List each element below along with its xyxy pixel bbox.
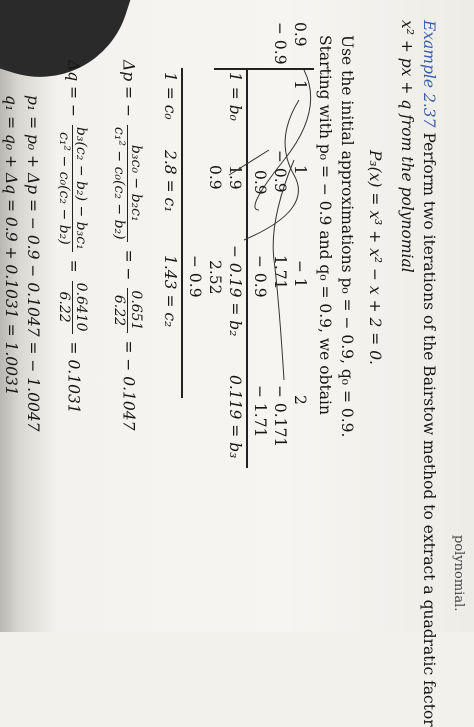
coef-minus-1: − 1 xyxy=(291,260,309,288)
scribble-line-2 xyxy=(244,100,299,240)
delta-p-fraction-2 xyxy=(111,288,144,332)
scribble-line-4 xyxy=(229,150,269,175)
delta-q-den: c₁² − c₀(c₂ − b₂) xyxy=(56,131,72,245)
row2-mid: 1.71 xyxy=(271,255,289,290)
delta-p-fraction xyxy=(111,125,144,242)
delta-q-line xyxy=(56,60,89,414)
delta-p-num: b₃c₀ − b₂c₁ xyxy=(127,125,144,242)
example-intro-2: x² + px + q from the polynomial xyxy=(398,20,416,273)
row4-a: 0.9 xyxy=(206,165,224,190)
p1-line: p₁ = p₀ + Δp = − 0.9 − 0.1047 = − 1.0047 xyxy=(24,95,42,432)
delta-q-mid: = xyxy=(64,259,83,273)
starting-text: Starting with p₀ = − 0.9 and q₀ = 0.9, we obtain xyxy=(316,35,334,415)
header-fragment: polynomial. xyxy=(451,535,466,612)
delta-q-lhs: Δq = − xyxy=(64,60,83,117)
delta-q-den2: 6.22 xyxy=(56,291,72,323)
row2-c: − 0.171 xyxy=(271,385,289,448)
coef-1a: 1 xyxy=(291,80,309,90)
row2b-a: 0.9 xyxy=(251,170,269,195)
row2b-mid: − 0.9 xyxy=(251,255,269,298)
q1-line: q₁ = q₀ + Δq = 0.9 + 0.1031 = 1.0031 xyxy=(2,95,20,396)
delta-q-fraction-2 xyxy=(56,281,89,334)
scribble-line-3 xyxy=(273,160,294,380)
row4b-b: − 0.9 xyxy=(186,255,204,298)
delta-p-mid: = − xyxy=(119,249,138,281)
delta-p-line xyxy=(111,60,144,431)
left-col-q: 0.9 xyxy=(291,22,309,47)
b0: 1 = b₀ xyxy=(226,72,244,121)
delta-p-den: c₁² − c₀(c₂ − b₂) xyxy=(111,126,127,240)
delta-q-fraction xyxy=(56,125,89,252)
delta-q-num: b₃(c₂ − b₂) − b₃c₁ xyxy=(73,126,89,250)
delta-q-result: = 0.1031 xyxy=(64,341,83,414)
example-intro-1: Perform two iterations of the Bairstow method to extract a quadratic factor xyxy=(420,132,438,727)
c0: 1 = c₀ xyxy=(161,72,179,120)
polynomial-equation: P₃(x) = x³ + x² − x + 2 = 0. xyxy=(366,150,384,365)
c2: 1.43 = c₂ xyxy=(161,255,179,328)
initial-approximations: Use the initial approximations p₀ = − 0.9, q₀ = 0.9. xyxy=(338,35,356,438)
row2b-c: − 1.71 xyxy=(251,385,269,438)
delta-p-num2: 0.651 xyxy=(128,290,144,331)
delta-q-num2: 0.6410 xyxy=(73,282,89,332)
example-label: Example 2.37 xyxy=(420,20,438,128)
left-col-p: − 0.9 xyxy=(271,22,289,65)
b2: − 0.19 = b₂ xyxy=(226,245,244,337)
delta-p-lhs: Δp = − xyxy=(119,60,138,117)
row4-b: 2.52 xyxy=(206,260,224,295)
coef-2: 2 xyxy=(291,395,309,405)
c1: 2.8 = c₁ xyxy=(161,150,179,213)
row2-a: − 0.9 xyxy=(271,150,289,193)
b1: 1.9 xyxy=(226,165,244,190)
b3: 0.119 = b₃ xyxy=(226,375,244,459)
coef-1b: 1 xyxy=(291,165,309,175)
delta-p-result: = − 0.1047 xyxy=(119,340,138,431)
delta-p-den2: 6.22 xyxy=(111,294,127,327)
